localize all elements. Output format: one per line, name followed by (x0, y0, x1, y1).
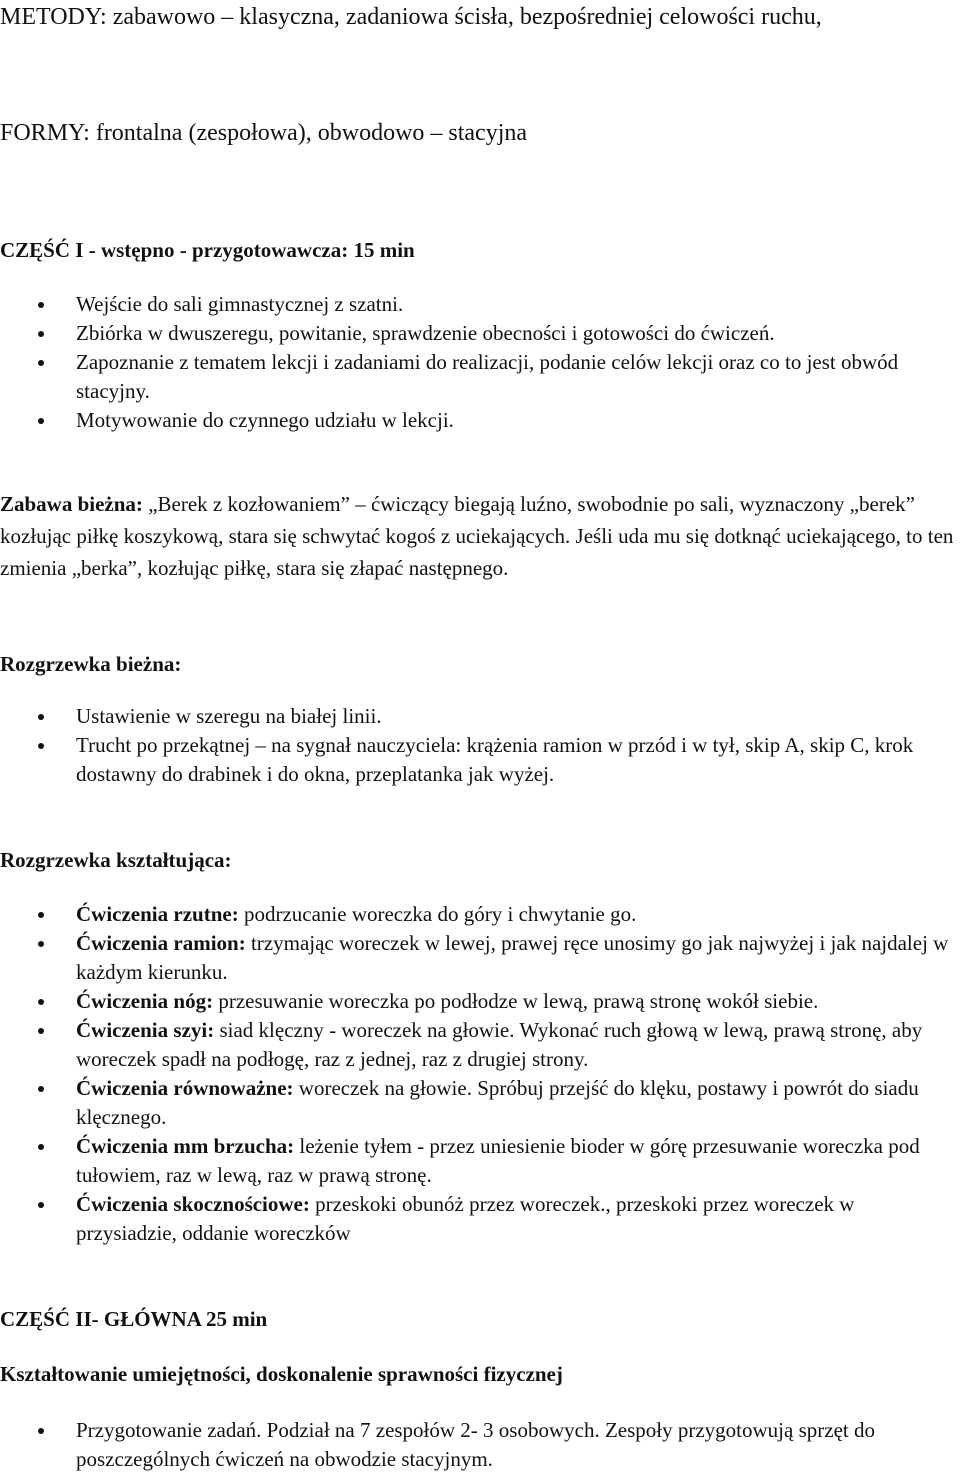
rozgrzewka-biezna-list (0, 702, 956, 789)
czesc2-subtitle: Kształtowanie umiejętności, doskonalenie sprawności fizycznej (0, 1362, 563, 1386)
metody-line: METODY: zabawowo – klasyczna, zadaniowa ścisła, bezpośredniej celowości ruchu, (0, 4, 822, 30)
czesc1-title: CZĘŚĆ I - wstępno - przygotowawcza: 15 min (0, 238, 415, 262)
exercise-label: Ćwiczenia szyi: (76, 1018, 215, 1042)
formy-line: FORMY: frontalna (zespołowa), obwodowo – stacyjna (0, 120, 528, 146)
list-item (0, 1016, 956, 1074)
list-item (0, 1132, 956, 1190)
exercise-label: Ćwiczenia nóg: (76, 989, 214, 1013)
exercise-text: siad klęczny - woreczek na głowie. Wykonać ruch głową w lewą, prawą stronę, aby woreczek spadł na podłogę, raz z jednej, raz z drugiej strony. (76, 1018, 923, 1071)
czesc2-title: CZĘŚĆ II- GŁÓWNA 25 min (0, 1307, 268, 1331)
exercise-label: Ćwiczenia równoważne: (76, 1076, 294, 1100)
list-item (0, 1190, 956, 1248)
exercise-label: Ćwiczenia ramion: (76, 931, 246, 955)
list-item: Motywowanie do czynnego udziału w lekcji. (0, 406, 956, 435)
list-item (0, 987, 956, 1016)
exercise-label: Ćwiczenia mm brzucha: (76, 1134, 295, 1158)
czesc2-list (0, 1416, 956, 1474)
list-item: Przygotowanie zadań. Podział na 7 zespołów 2- 3 osobowych. Zespoły przygotowują sprzęt do poszczególnych ćwiczeń na obwodzie stacyjnym. (0, 1416, 956, 1474)
exercise-label: Ćwiczenia skocznościowe: (76, 1192, 310, 1216)
list-item: Trucht po przekątnej – na sygnał nauczyciela: krążenia ramion w przód i w tył, skip A, skip C, krok dostawny do drabinek i do okna, przeplatanka jak wyżej. (0, 731, 956, 789)
exercise-text: podrzucanie woreczka do góry i chwytanie go. (238, 902, 637, 926)
rozgrzewka-ksztaltujaca-title: Rozgrzewka kształtująca: (0, 848, 232, 872)
list-item: Zapoznanie z tematem lekcji i zadaniami do realizacji, podanie celów lekcji oraz co to jest obwód stacyjny. (0, 348, 956, 406)
exercise-text: przesuwanie woreczka po podłodze w lewą, prawą stronę wokół siebie. (213, 989, 819, 1013)
list-item: Zbiórka w dwuszeregu, powitanie, sprawdzenie obecności i gotowości do ćwiczeń. (0, 319, 956, 348)
rozgrzewka-biezna-title: Rozgrzewka bieżna: (0, 652, 182, 676)
exercise-label: Ćwiczenia rzutne: (76, 902, 239, 926)
zabawa-paragraph (0, 488, 956, 584)
zabawa-title: „Berek z kozłowaniem” (148, 492, 350, 516)
zabawa-text: – ćwiczący biegają luźno, swobodnie po sali, wyznaczony „berek” kozłując piłkę koszykową, stara się schwytać kogoś z uciekających. Jeśli uda mu się dotknąć uciekającego, to ten zmienia „berka”, kozłując piłkę, stara się złapać następnego. (0, 492, 954, 580)
zabawa-label: Zabawa bieżna: (0, 492, 143, 516)
list-item (0, 929, 956, 987)
list-item: Wejście do sali gimnastycznej z szatni. (0, 290, 956, 319)
exercise-text: trzymając woreczek w lewej, prawej ręce unosimy go jak najwyżej i jak najdalej w każdym kierunku. (76, 931, 949, 984)
czesc1-list (0, 290, 956, 435)
list-item: Ustawienie w szeregu na białej linii. (0, 702, 956, 731)
exercise-text: woreczek na głowie. Spróbuj przejść do klęku, postawy i powrót do siadu klęcznego. (76, 1076, 919, 1129)
list-item (0, 1074, 956, 1132)
rozgrzewka-ksztaltujaca-list (0, 900, 956, 1248)
exercise-text: przeskoki obunóż przez woreczek., przeskoki przez woreczek w przysiadzie, oddanie woreczków (76, 1192, 855, 1245)
exercise-text: leżenie tyłem - przez uniesienie bioder w górę przesuwanie woreczka pod tułowiem, raz w lewą, raz w prawą stronę. (76, 1134, 920, 1187)
list-item (0, 900, 956, 929)
